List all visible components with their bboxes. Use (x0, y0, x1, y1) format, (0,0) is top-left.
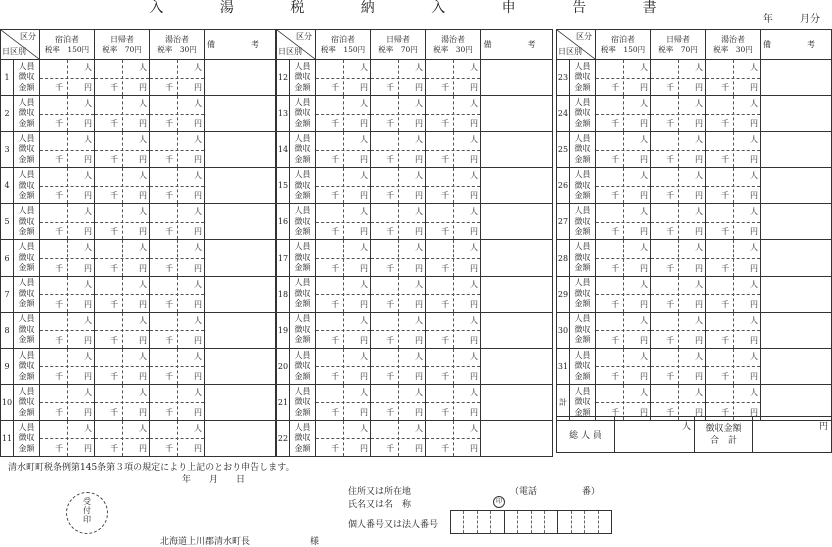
day-number: 14 (277, 132, 290, 168)
entry-cell[interactable]: 人 千 円 (596, 204, 651, 240)
day-number: 13 (277, 96, 290, 132)
entry-cell[interactable]: 人 千 円 (426, 276, 481, 312)
remarks-cell[interactable] (205, 348, 276, 384)
day-row (277, 168, 553, 204)
entry-cell[interactable]: 人 千 円 (371, 348, 426, 384)
header-diagonal-cell: 区分 区別 日 (277, 30, 316, 60)
day-row (277, 384, 553, 420)
remarks-cell[interactable] (481, 204, 553, 240)
day-row (277, 276, 553, 312)
total-people-label: 総 人 員 (557, 417, 615, 453)
entry-cell[interactable]: 人 千 円 (651, 312, 706, 348)
day-number: 25 (557, 132, 570, 168)
remarks-cell[interactable] (481, 240, 553, 276)
row-label: 人員 徴収 金額 (290, 348, 316, 384)
entry-cell[interactable]: 人 千 円 (150, 168, 205, 204)
collected-total-field[interactable]: 円 (753, 417, 832, 453)
day-row (557, 312, 832, 348)
row-label: 人員 徴収 金額 (14, 240, 40, 276)
day-row (1, 276, 276, 312)
day-row (557, 96, 832, 132)
entry-cell[interactable]: 人 千 円 (95, 168, 150, 204)
my-number-boxes[interactable] (450, 510, 612, 534)
remarks-cell[interactable] (481, 420, 553, 456)
day-row (1, 204, 276, 240)
row-label: 人員 徴収 金額 (14, 168, 40, 204)
day-number: 15 (277, 168, 290, 204)
row-label: 人員 徴収 金額 (290, 96, 316, 132)
entry-cell[interactable]: 人 千 円 (596, 312, 651, 348)
entry-cell[interactable]: 人 千 円 (40, 240, 95, 276)
day-number: 計 (557, 384, 570, 420)
entry-cell[interactable]: 人 千 円 (371, 168, 426, 204)
entry-cell[interactable]: 人 千 円 (426, 420, 481, 456)
row-label: 人員 徴収 金額 (570, 240, 596, 276)
row-label: 人員 徴収 金額 (290, 276, 316, 312)
remarks-cell[interactable] (205, 132, 276, 168)
day-number: 10 (1, 384, 14, 420)
day-number: 3 (1, 132, 14, 168)
row-label: 人員 徴収 金額 (14, 348, 40, 384)
entry-cell[interactable]: 人 千 円 (316, 204, 371, 240)
day-row (277, 96, 553, 132)
entry-cell[interactable]: 人 千 円 (706, 348, 761, 384)
day-row (557, 60, 832, 96)
remarks-cell[interactable] (481, 384, 553, 420)
row-label: 人員 徴収 金額 (14, 276, 40, 312)
day-row (1, 96, 276, 132)
remarks-cell[interactable] (205, 60, 276, 96)
reception-stamp: 受付印 (66, 492, 108, 534)
remarks-cell[interactable] (205, 420, 276, 456)
entry-cell[interactable]: 人 千 円 (316, 240, 371, 276)
header-remarks: 備 考 (761, 30, 832, 60)
entry-cell[interactable]: 人 千 円 (316, 132, 371, 168)
header-diagonal-cell: 区分 区別 日 (557, 30, 596, 60)
entry-cell[interactable]: 人 千 円 (651, 132, 706, 168)
entry-cell[interactable]: 人 千 円 (316, 420, 371, 456)
row-label: 人員 徴収 金額 (14, 312, 40, 348)
header-remarks: 備 考 (205, 30, 276, 60)
entry-cell[interactable]: 人 千 円 (150, 276, 205, 312)
entry-cell[interactable]: 人 千 円 (40, 312, 95, 348)
address-label: 住所又は所在地 (348, 487, 412, 497)
entry-cell[interactable]: 人 千 円 (40, 168, 95, 204)
remarks-cell[interactable] (761, 96, 832, 132)
row-label: 人員 徴収 金額 (14, 60, 40, 96)
row-label: 人員 徴収 金額 (570, 96, 596, 132)
remarks-cell[interactable] (481, 348, 553, 384)
day-row (277, 420, 553, 456)
seal-mark: 印 (493, 496, 505, 508)
entry-cell[interactable]: 人 千 円 (596, 384, 651, 420)
day-number: 11 (1, 420, 14, 456)
entry-cell[interactable]: 人 千 円 (706, 168, 761, 204)
entry-cell[interactable]: 人 千 円 (40, 348, 95, 384)
daily-table-3 (556, 29, 832, 421)
entry-cell[interactable]: 人 千 円 (651, 204, 706, 240)
day-number: 1 (1, 60, 14, 96)
day-number: 5 (1, 204, 14, 240)
day-row (277, 132, 553, 168)
day-row (557, 240, 832, 276)
header-remarks: 備 考 (481, 30, 553, 60)
row-label: 人員 徴収 金額 (290, 384, 316, 420)
entry-cell[interactable]: 人 千 円 (40, 276, 95, 312)
entry-cell[interactable]: 人 千 円 (651, 240, 706, 276)
remarks-cell[interactable] (761, 240, 832, 276)
entry-cell[interactable]: 人 千 円 (596, 240, 651, 276)
header-cat2: 日帰者 税率 70円 (95, 30, 150, 60)
entry-cell[interactable]: 人 千 円 (596, 168, 651, 204)
header-cat3: 湯治者 税率 30円 (706, 30, 761, 60)
day-number: 18 (277, 276, 290, 312)
day-row (277, 240, 553, 276)
day-number: 30 (557, 312, 570, 348)
entry-cell[interactable]: 人 千 円 (316, 384, 371, 420)
day-number: 27 (557, 204, 570, 240)
entry-cell[interactable]: 人 千 円 (95, 276, 150, 312)
remarks-cell[interactable] (761, 204, 832, 240)
header-diagonal-cell: 区分 区別 日 (1, 30, 40, 60)
phone-label: （電話 番） (510, 487, 601, 497)
day-number: 4 (1, 168, 14, 204)
entry-cell[interactable]: 人 千 円 (40, 132, 95, 168)
my-number-label: 個人番号又は法人番号 (348, 520, 439, 530)
remarks-cell[interactable] (761, 132, 832, 168)
entry-cell[interactable]: 人 千 円 (95, 60, 150, 96)
row-label: 人員 徴収 金額 (570, 384, 596, 420)
row-label: 人員 徴収 金額 (290, 204, 316, 240)
entry-cell[interactable]: 人 千 円 (706, 240, 761, 276)
day-row (1, 240, 276, 276)
entry-cell[interactable]: 人 千 円 (596, 348, 651, 384)
entry-cell[interactable]: 人 千 円 (706, 132, 761, 168)
entry-cell[interactable]: 人 千 円 (316, 168, 371, 204)
day-number: 24 (557, 96, 570, 132)
row-label: 人員 徴収 金額 (14, 420, 40, 456)
entry-cell[interactable]: 人 千 円 (150, 132, 205, 168)
entry-cell[interactable]: 人 千 円 (371, 420, 426, 456)
header-year-month (759, 10, 820, 25)
day-number: 22 (277, 420, 290, 456)
ordinance-text: 清水町町税条例第145条第３項の規定により上記のとおり申告します。 (8, 463, 295, 473)
day-number: 19 (277, 312, 290, 348)
entry-cell[interactable]: 人 千 円 (40, 204, 95, 240)
day-number: 29 (557, 276, 570, 312)
entry-cell[interactable]: 人 千 円 (596, 60, 651, 96)
header-cat2: 日帰者 税率 70円 (371, 30, 426, 60)
entry-cell[interactable]: 人 千 円 (426, 132, 481, 168)
entry-cell[interactable]: 人 千 円 (706, 96, 761, 132)
day-number: 8 (1, 312, 14, 348)
remarks-cell[interactable] (761, 348, 832, 384)
entry-cell[interactable]: 人 千 円 (426, 96, 481, 132)
entry-cell[interactable]: 人 千 円 (150, 312, 205, 348)
entry-cell[interactable]: 人 千 円 (40, 384, 95, 420)
day-number: 6 (1, 240, 14, 276)
entry-cell[interactable]: 人 千 円 (651, 96, 706, 132)
remarks-cell[interactable] (205, 96, 276, 132)
day-row (277, 204, 553, 240)
declaration-date: 年 月 日 (182, 475, 246, 485)
remarks-cell[interactable] (205, 276, 276, 312)
entry-cell[interactable]: 人 千 円 (371, 60, 426, 96)
remarks-cell[interactable] (481, 96, 553, 132)
entry-cell[interactable]: 人 千 円 (316, 276, 371, 312)
entry-cell[interactable]: 人 千 円 (95, 384, 150, 420)
header-cat1: 宿泊者 税率 150円 (316, 30, 371, 60)
day-row (277, 60, 553, 96)
row-label: 人員 徴収 金額 (570, 204, 596, 240)
daily-table-1 (0, 29, 276, 457)
day-row (277, 348, 553, 384)
entry-cell[interactable]: 人 千 円 (371, 312, 426, 348)
day-number: 21 (277, 384, 290, 420)
header-cat3: 湯治者 税率 30円 (426, 30, 481, 60)
row-label: 人員 徴収 金額 (570, 168, 596, 204)
day-number: 7 (1, 276, 14, 312)
day-number: 2 (1, 96, 14, 132)
remarks-cell[interactable] (205, 204, 276, 240)
name-label: 氏名又は名 称 (348, 500, 412, 510)
day-row (1, 384, 276, 420)
entry-cell[interactable]: 人 千 円 (426, 312, 481, 348)
total-people-field[interactable]: 人 (615, 417, 695, 453)
recipient-label: 北海道上川郡清水町長 (160, 537, 251, 547)
entry-cell[interactable]: 人 千 円 (426, 348, 481, 384)
remarks-cell[interactable] (205, 312, 276, 348)
header-cat1: 宿泊者 税率 150円 (40, 30, 95, 60)
entry-cell[interactable]: 人 千 円 (706, 312, 761, 348)
row-label: 人員 徴収 金額 (570, 60, 596, 96)
day-number: 28 (557, 240, 570, 276)
day-row (1, 348, 276, 384)
day-row (1, 420, 276, 456)
day-row (557, 348, 832, 384)
row-label: 人員 徴収 金額 (570, 132, 596, 168)
entry-cell[interactable]: 人 千 円 (150, 96, 205, 132)
entry-cell[interactable]: 人 千 円 (706, 204, 761, 240)
entry-cell[interactable]: 人 千 円 (426, 60, 481, 96)
remarks-cell[interactable] (761, 60, 832, 96)
entry-cell[interactable]: 人 千 円 (706, 276, 761, 312)
entry-cell[interactable]: 人 千 円 (316, 60, 371, 96)
day-row (557, 168, 832, 204)
remarks-cell[interactable] (761, 312, 832, 348)
entry-cell[interactable]: 人 千 円 (316, 348, 371, 384)
entry-cell[interactable]: 人 千 円 (150, 348, 205, 384)
entry-cell[interactable]: 人 千 円 (150, 240, 205, 276)
entry-cell[interactable]: 人 千 円 (371, 384, 426, 420)
daily-table-2 (276, 29, 553, 457)
entry-cell[interactable]: 人 千 円 (150, 420, 205, 456)
day-number: 31 (557, 348, 570, 384)
entry-cell[interactable]: 人 千 円 (95, 420, 150, 456)
row-label: 人員 徴収 金額 (290, 168, 316, 204)
header-cat3: 湯治者 税率 30円 (150, 30, 205, 60)
remarks-cell[interactable] (481, 276, 553, 312)
day-row (557, 276, 832, 312)
entry-cell[interactable]: 人 千 円 (371, 276, 426, 312)
entry-cell[interactable]: 人 千 円 (426, 168, 481, 204)
remarks-cell[interactable] (481, 132, 553, 168)
row-label: 人員 徴収 金額 (570, 276, 596, 312)
collected-total-label: 徴収金額 合 計 (695, 417, 753, 453)
day-number: 9 (1, 348, 14, 384)
row-label: 人員 徴収 金額 (290, 420, 316, 456)
entry-cell[interactable]: 人 千 円 (40, 420, 95, 456)
entry-cell[interactable]: 人 千 円 (316, 96, 371, 132)
row-label: 人員 徴収 金額 (14, 204, 40, 240)
entry-cell[interactable]: 人 千 円 (316, 312, 371, 348)
entry-cell[interactable]: 人 千 円 (40, 60, 95, 96)
entry-cell[interactable]: 人 千 円 (95, 204, 150, 240)
entry-cell[interactable]: 人 千 円 (371, 204, 426, 240)
summary-table (556, 416, 832, 453)
entry-cell[interactable]: 人 千 円 (371, 240, 426, 276)
day-row (557, 204, 832, 240)
day-row (1, 312, 276, 348)
day-number: 16 (277, 204, 290, 240)
sama-label: 様 (310, 537, 320, 547)
entry-cell[interactable]: 人 千 円 (150, 60, 205, 96)
day-row (1, 132, 276, 168)
remarks-cell[interactable] (481, 168, 553, 204)
form-title: 入 湯 税 納 入 申 告 書 (149, 0, 683, 16)
entry-cell[interactable]: 人 千 円 (651, 384, 706, 420)
entry-cell[interactable]: 人 千 円 (651, 168, 706, 204)
entry-cell[interactable]: 人 千 円 (95, 132, 150, 168)
day-row (557, 132, 832, 168)
entry-cell[interactable]: 人 千 円 (95, 348, 150, 384)
day-number: 23 (557, 60, 570, 96)
row-label: 人員 徴収 金額 (290, 60, 316, 96)
remarks-cell[interactable] (205, 168, 276, 204)
entry-cell[interactable]: 人 千 円 (651, 276, 706, 312)
header-month: 月分 (800, 14, 820, 25)
day-row (1, 168, 276, 204)
remarks-cell[interactable] (205, 240, 276, 276)
entry-cell[interactable]: 人 千 円 (371, 96, 426, 132)
remarks-cell[interactable] (761, 168, 832, 204)
entry-cell[interactable]: 人 千 円 (150, 204, 205, 240)
remarks-cell[interactable] (481, 60, 553, 96)
entry-cell[interactable]: 人 千 円 (426, 204, 481, 240)
row-label: 人員 徴収 金額 (570, 348, 596, 384)
entry-cell[interactable]: 人 千 円 (651, 348, 706, 384)
row-label: 人員 徴収 金額 (14, 384, 40, 420)
entry-cell[interactable]: 人 千 円 (596, 276, 651, 312)
day-number: 26 (557, 168, 570, 204)
entry-cell[interactable]: 人 千 円 (426, 384, 481, 420)
entry-cell[interactable]: 人 千 円 (95, 240, 150, 276)
remarks-cell[interactable] (205, 384, 276, 420)
entry-cell[interactable]: 人 千 円 (150, 384, 205, 420)
row-label: 人員 徴収 金額 (14, 96, 40, 132)
entry-cell[interactable]: 人 千 円 (95, 96, 150, 132)
day-number: 17 (277, 240, 290, 276)
entry-cell[interactable]: 人 千 円 (651, 60, 706, 96)
header-cat2: 日帰者 税率 70円 (651, 30, 706, 60)
entry-cell[interactable]: 人 千 円 (40, 96, 95, 132)
row-label: 人員 徴収 金額 (570, 312, 596, 348)
header-cat1: 宿泊者 税率 150円 (596, 30, 651, 60)
row-label: 人員 徴収 金額 (290, 312, 316, 348)
row-label: 人員 徴収 金額 (290, 240, 316, 276)
entry-cell[interactable]: 人 千 円 (706, 384, 761, 420)
day-row (1, 60, 276, 96)
day-number: 20 (277, 348, 290, 384)
row-label: 人員 徴収 金額 (290, 132, 316, 168)
remarks-cell[interactable] (481, 312, 553, 348)
entry-cell[interactable]: 人 千 円 (371, 132, 426, 168)
entry-cell[interactable]: 人 千 円 (596, 96, 651, 132)
entry-cell[interactable]: 人 千 円 (426, 240, 481, 276)
day-row (277, 312, 553, 348)
header-year: 年 (762, 14, 773, 25)
remarks-cell[interactable] (761, 276, 832, 312)
day-number: 12 (277, 60, 290, 96)
entry-cell[interactable]: 人 千 円 (706, 60, 761, 96)
row-label: 人員 徴収 金額 (14, 132, 40, 168)
entry-cell[interactable]: 人 千 円 (95, 312, 150, 348)
entry-cell[interactable]: 人 千 円 (596, 132, 651, 168)
